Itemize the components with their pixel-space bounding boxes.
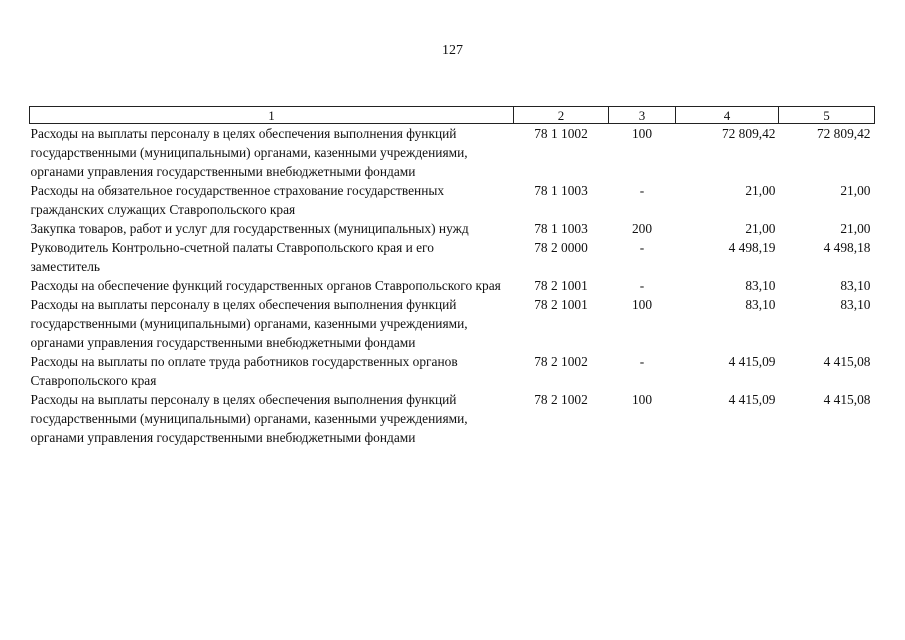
expense-name: Руководитель Контрольно-счетной палаты Ставропольского края и его заместитель: [30, 240, 434, 274]
expense-name: Расходы на обязательное государственное страхование государственных гражданских служащих Ставропольского края: [30, 183, 445, 217]
expense-name: Расходы на обеспечение функций государственных органов Ставропольского края: [30, 278, 501, 293]
target-article-code: 78 2 1002: [534, 392, 588, 407]
amount-column-5: 83,10: [840, 278, 871, 293]
column-header-4: 4: [676, 107, 779, 124]
amount-column-5: 4 498,18: [823, 240, 871, 255]
amount-column-4: 4 415,09: [728, 354, 776, 369]
amount-column-5: 72 809,42: [816, 126, 871, 141]
amount-column-5: 4 415,08: [823, 354, 871, 369]
target-article-code: 78 2 1001: [534, 278, 588, 293]
table-row: [30, 390, 875, 447]
amount-column-5: 21,00: [840, 221, 871, 236]
expense-type: 100: [631, 297, 653, 312]
amount-column-4: 83,10: [745, 278, 776, 293]
expense-type: 100: [631, 392, 653, 407]
expense-name: Расходы на выплаты персоналу в целях обеспечения выполнения функций государственными (муниципальными) органами, казенными учреждениями, органами управления государственными внебюджетными фондами: [30, 392, 468, 445]
expense-type: -: [639, 240, 645, 255]
expense-type: -: [639, 354, 645, 369]
target-article-code: 78 2 1001: [534, 297, 588, 312]
amount-column-4: 4 415,09: [728, 392, 776, 407]
column-header-1: 1: [30, 107, 514, 124]
amount-column-4: 4 498,19: [728, 240, 776, 255]
budget-table: [29, 106, 875, 447]
expense-name: Расходы на выплаты персоналу в целях обеспечения выполнения функций государственными (муниципальными) органами, казенными учреждениями, органами управления государственными внебюджетными фондами: [30, 126, 468, 179]
column-header-3: 3: [609, 107, 676, 124]
amount-column-4: 83,10: [745, 297, 776, 312]
expense-name: Расходы на выплаты персоналу в целях обеспечения выполнения функций государственными (муниципальными) органами, казенными учреждениями, органами управления государственными внебюджетными фондами: [30, 297, 468, 350]
expense-type: 200: [631, 221, 653, 236]
expense-name: Расходы на выплаты по оплате труда работников государственных органов Ставропольского края: [30, 354, 458, 388]
target-article-code: 78 1 1003: [534, 183, 588, 198]
expense-type: -: [639, 183, 645, 198]
header-row: [30, 107, 875, 124]
column-header-2: 2: [514, 107, 609, 124]
amount-column-5: 83,10: [840, 297, 871, 312]
table-row: [30, 276, 875, 295]
target-article-code: 78 1 1003: [534, 221, 588, 236]
table-row: [30, 181, 875, 219]
table-row: [30, 352, 875, 390]
expense-name: Закупка товаров, работ и услуг для государственных (муниципальных) нужд: [30, 221, 469, 236]
table-body: [30, 124, 875, 448]
amount-column-4: 21,00: [745, 183, 776, 198]
amount-column-4: 21,00: [745, 221, 776, 236]
amount-column-4: 72 809,42: [721, 126, 776, 141]
table-row: [30, 295, 875, 352]
table-row: [30, 124, 875, 182]
expense-type: 100: [631, 126, 653, 141]
amount-column-5: 21,00: [840, 183, 871, 198]
target-article-code: 78 1 1002: [534, 126, 588, 141]
target-article-code: 78 2 0000: [534, 240, 588, 255]
table-row: [30, 238, 875, 276]
page-number: 127: [442, 43, 463, 58]
table-row: [30, 219, 875, 238]
column-header-5: 5: [779, 107, 875, 124]
expense-type: -: [639, 278, 645, 293]
table-header: [30, 107, 875, 124]
target-article-code: 78 2 1002: [534, 354, 588, 369]
amount-column-5: 4 415,08: [823, 392, 871, 407]
